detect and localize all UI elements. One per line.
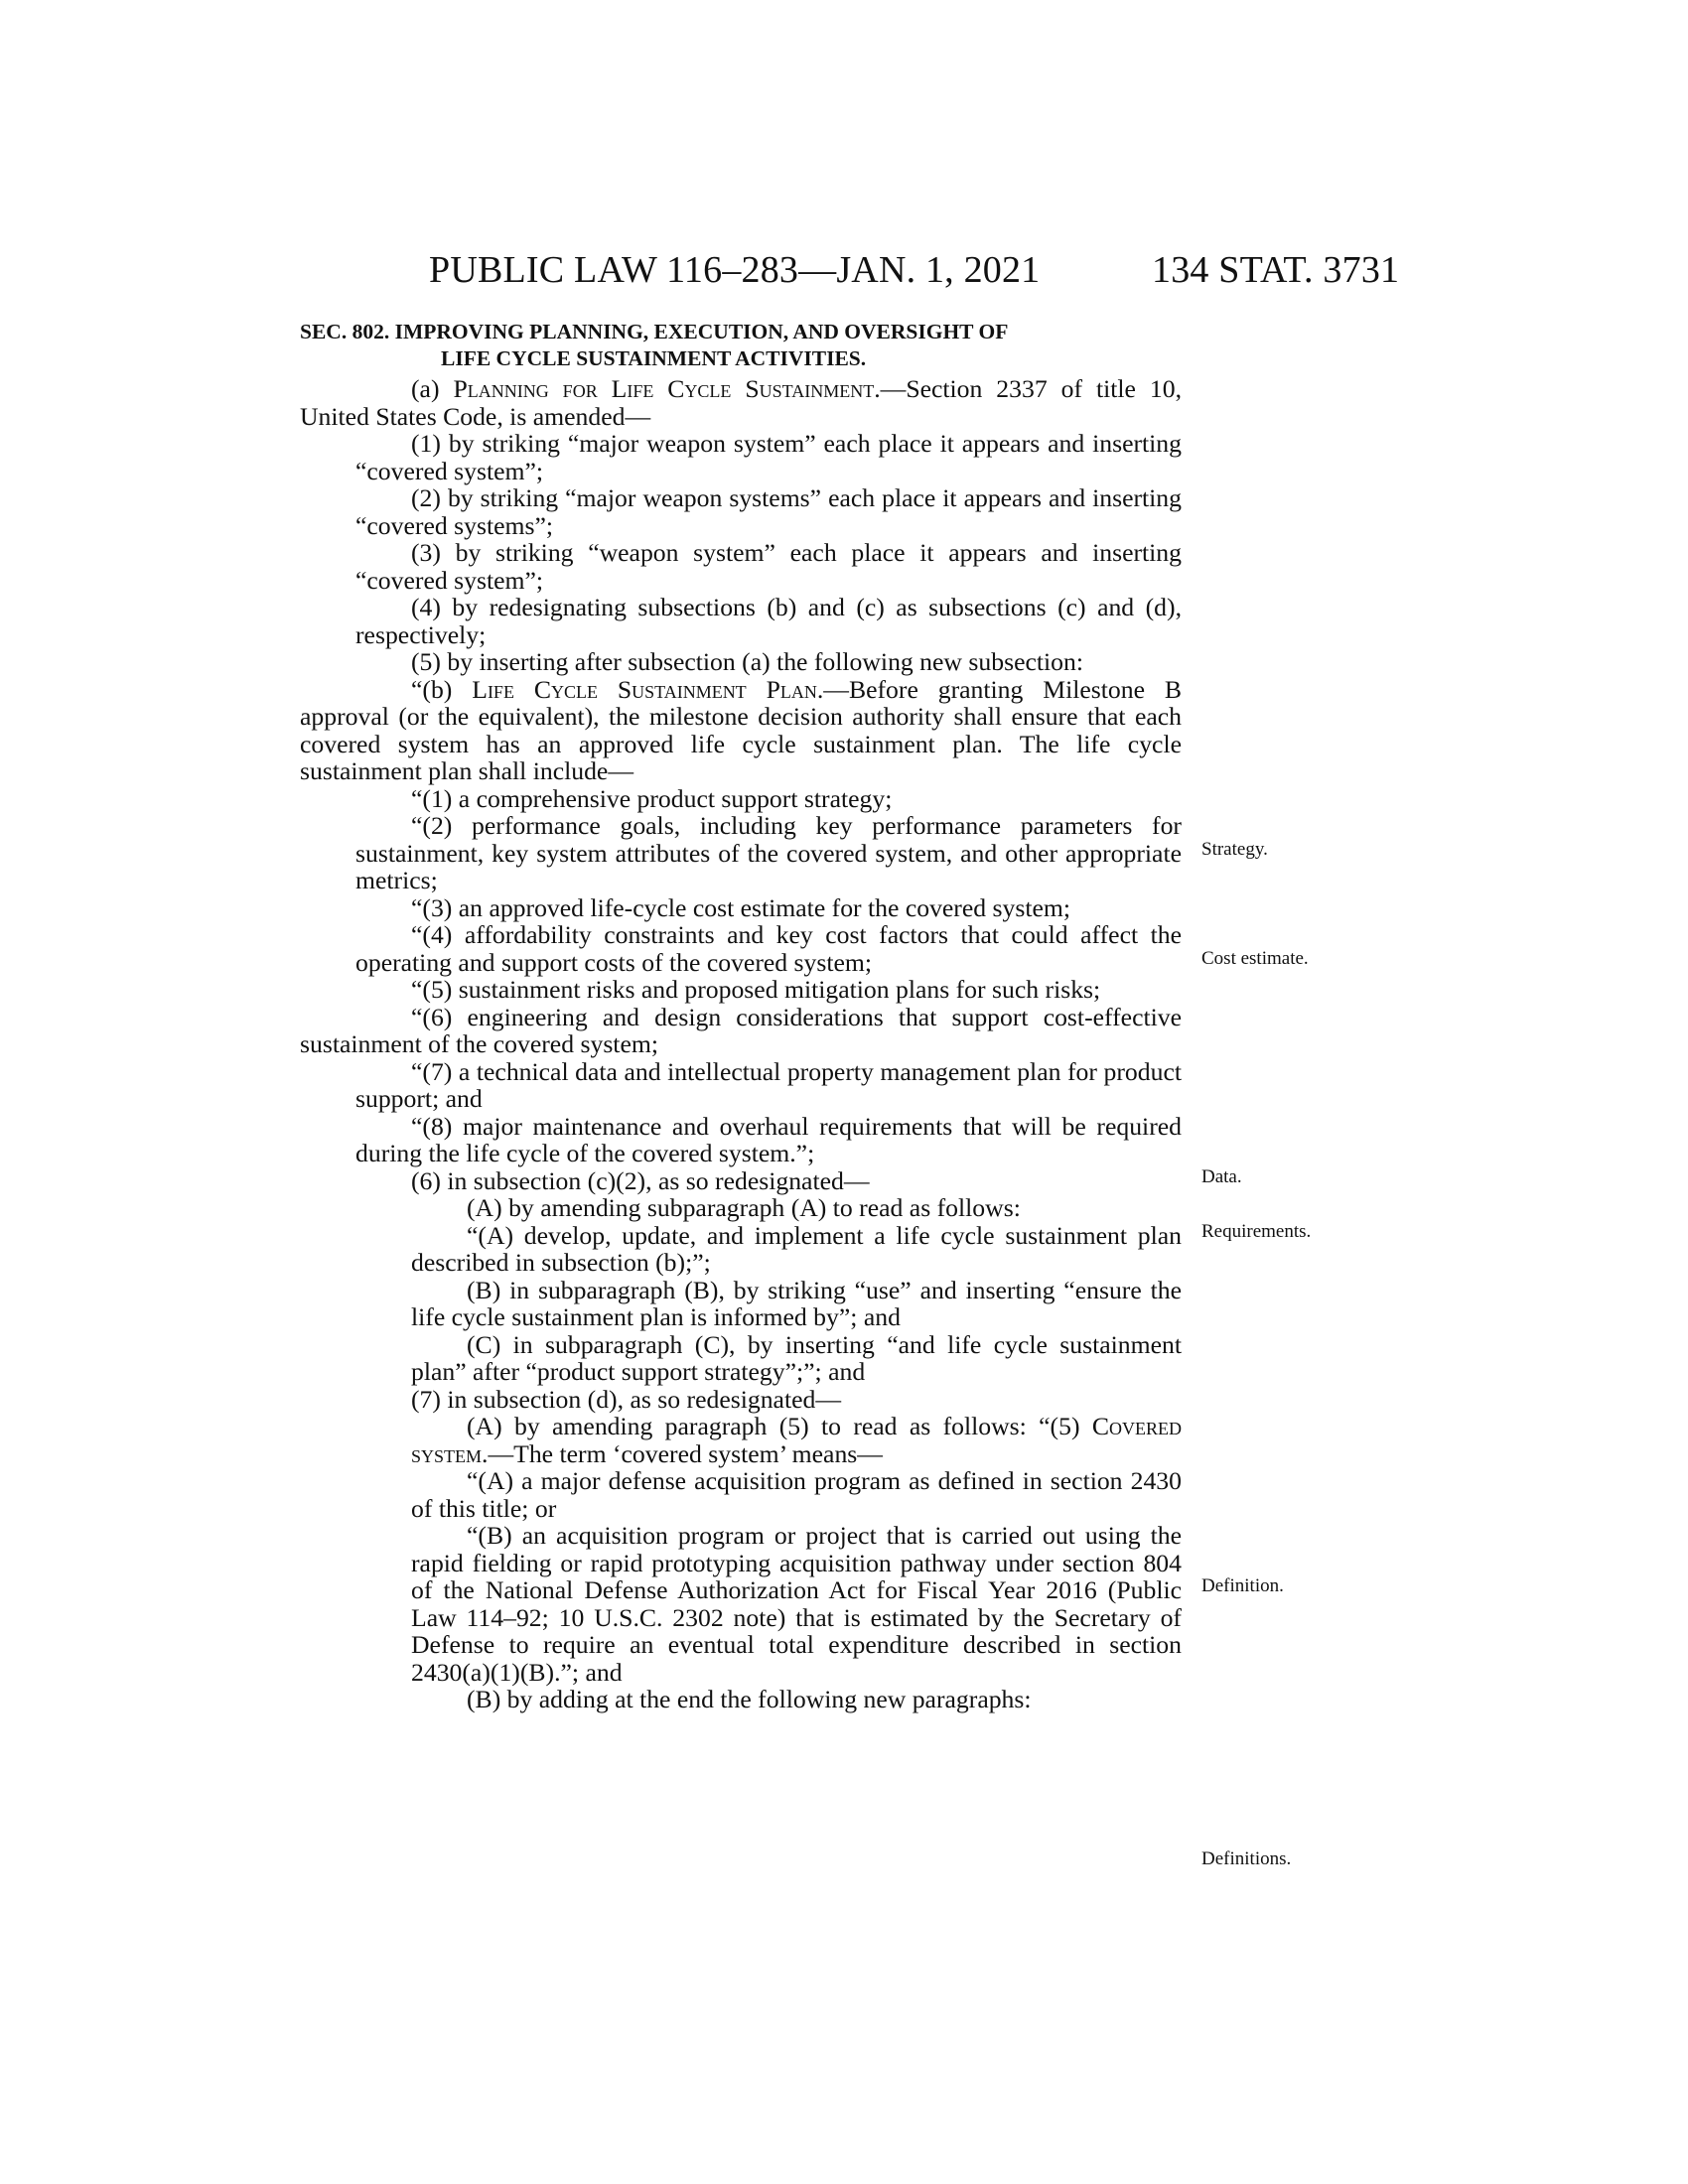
margin-note-cost-estimate: Cost estimate. bbox=[1201, 948, 1309, 969]
section-heading-line2: LIFE CYCLE SUSTAINMENT ACTIVITIES. bbox=[441, 346, 867, 370]
quoted-paragraph-5-designator: “(5) bbox=[1039, 1412, 1092, 1440]
paragraph-6-quoted-subparagraph-a: “(A) develop, update, and implement a life cycle sustainment plan described in subsection (b);”; bbox=[411, 1220, 1182, 1277]
quoted-paragraph-5-text: .—The term ‘covered system’ means— bbox=[482, 1438, 883, 1468]
paragraph-6-subparagraph-a: (A) by amending subparagraph (A) to read as follows: bbox=[467, 1193, 1021, 1222]
paragraph-3: (3) by striking “weapon system” each place it appears and inserting “covered system”; bbox=[355, 538, 1182, 595]
paragraph-7: (7) in subsection (d), as so redesignated— bbox=[411, 1384, 842, 1414]
paragraph-7-subparagraph-b: (B) by adding at the end the following new paragraphs: bbox=[467, 1685, 1032, 1713]
quoted-subsection-b bbox=[300, 676, 1182, 785]
paragraph-7-subparagraph-a-text: (A) by amending paragraph (5) to read as follows: bbox=[467, 1412, 1027, 1440]
subsection-a-designator: (a) bbox=[411, 374, 454, 403]
margin-note-data: Data. bbox=[1201, 1166, 1242, 1187]
paragraph-6-subparagraph-c: (C) in subparagraph (C), by inserting “and life cycle sustainment plan” after “product support strategy”;”; and bbox=[411, 1329, 1182, 1386]
quoted-definition-b: “(B) an acquisition program or project that is carried out using the rapid fielding or rapid prototyping acquisition pathway under section 804 of the National Defense Authorization Act for Fiscal Year 2016 (Public Law 114–92; 10 U.S.C. 2302 note) that is estimated by the Secretary of Defense to require an eventual total expenditure described in section 2430(a)(1)(B).”; and bbox=[411, 1521, 1182, 1687]
margin-note-definitions: Definitions. bbox=[1201, 1848, 1292, 1869]
section-heading-line1: SEC. 802. IMPROVING PLANNING, EXECUTION, AND OVERSIGHT OF bbox=[300, 320, 1009, 343]
quoted-definition-a: “(A) a major defense acquisition program as defined in section 2430 of this title; or bbox=[411, 1466, 1182, 1523]
quoted-paragraph-4: “(4) affordability constraints and key cost factors that could affect the operating and support costs of the covered system; bbox=[355, 920, 1182, 977]
paragraph-6: (6) in subsection (c)(2), as so redesignated— bbox=[411, 1165, 870, 1195]
quoted-paragraph-8: “(8) major maintenance and overhaul requirements that will be required during the life cycle of the covered system.”; bbox=[355, 1111, 1182, 1167]
subsection-a bbox=[300, 375, 1182, 430]
quoted-paragraph-3: “(3) an approved life-cycle cost estimate for the covered system; bbox=[411, 892, 1071, 922]
quoted-subsection-b-designator: “(b) bbox=[411, 674, 473, 704]
paragraph-1: (1) by striking “major weapon system” each place it appears and inserting “covered system”; bbox=[355, 429, 1182, 485]
quoted-paragraph-7: “(7) a technical data and intellectual property management plan for product support; and bbox=[355, 1056, 1182, 1113]
subsection-a-text: .—Section 2337 of title 10, United States Code, is amended— bbox=[300, 374, 1182, 431]
body-text bbox=[300, 375, 1182, 1713]
quoted-paragraph-2: “(2) performance goals, including key performance parameters for sustainment, key system attributes of the covered system, and other appropriate metrics; bbox=[355, 811, 1182, 894]
paragraph-6-subparagraph-b: (B) in subparagraph (B), by striking “use” and inserting “ensure the life cycle sustainment plan is informed by”; and bbox=[411, 1275, 1182, 1331]
running-header-law-citation: PUBLIC LAW 116–283—JAN. 1, 2021 bbox=[429, 249, 1041, 291]
paragraph-2: (2) by striking “major weapon systems” each place it appears and inserting “covered systems”; bbox=[355, 483, 1182, 540]
margin-note-requirements: Requirements. bbox=[1201, 1221, 1312, 1242]
margin-note-strategy: Strategy. bbox=[1201, 839, 1268, 860]
quoted-paragraph-5-title: Covered system bbox=[411, 1412, 1182, 1468]
subsection-a-title: Planning for Life Cycle Sustainment bbox=[453, 374, 875, 403]
quoted-paragraph-6: “(6) engineering and design considerations that support cost-effective sustainment of the covered system; bbox=[300, 1002, 1182, 1058]
margin-note-definition: Definition. bbox=[1201, 1575, 1284, 1596]
running-header-stat-page: 134 STAT. 3731 bbox=[1152, 249, 1400, 291]
quoted-paragraph-5: “(5) sustainment risks and proposed mitigation plans for such risks; bbox=[411, 975, 1101, 1004]
paragraph-4: (4) by redesignating subsections (b) and (c) as subsections (c) and (d), respectively; bbox=[355, 593, 1182, 649]
paragraph-7-subparagraph-a bbox=[300, 1413, 1182, 1467]
paragraph-5: (5) by inserting after subsection (a) the following new subsection: bbox=[411, 647, 1083, 676]
quoted-subsection-b-title: Life Cycle Sustainment Plan bbox=[472, 674, 817, 704]
quoted-subsection-b-text: .—Before granting Milestone B approval (or the equivalent), the milestone decision authority shall ensure that each covered system has an approved life cycle sustainment plan. The life cycle sustainment plan shall include— bbox=[300, 674, 1182, 785]
quoted-paragraph-1: “(1) a comprehensive product support strategy; bbox=[411, 783, 893, 813]
section-heading bbox=[300, 319, 1184, 372]
